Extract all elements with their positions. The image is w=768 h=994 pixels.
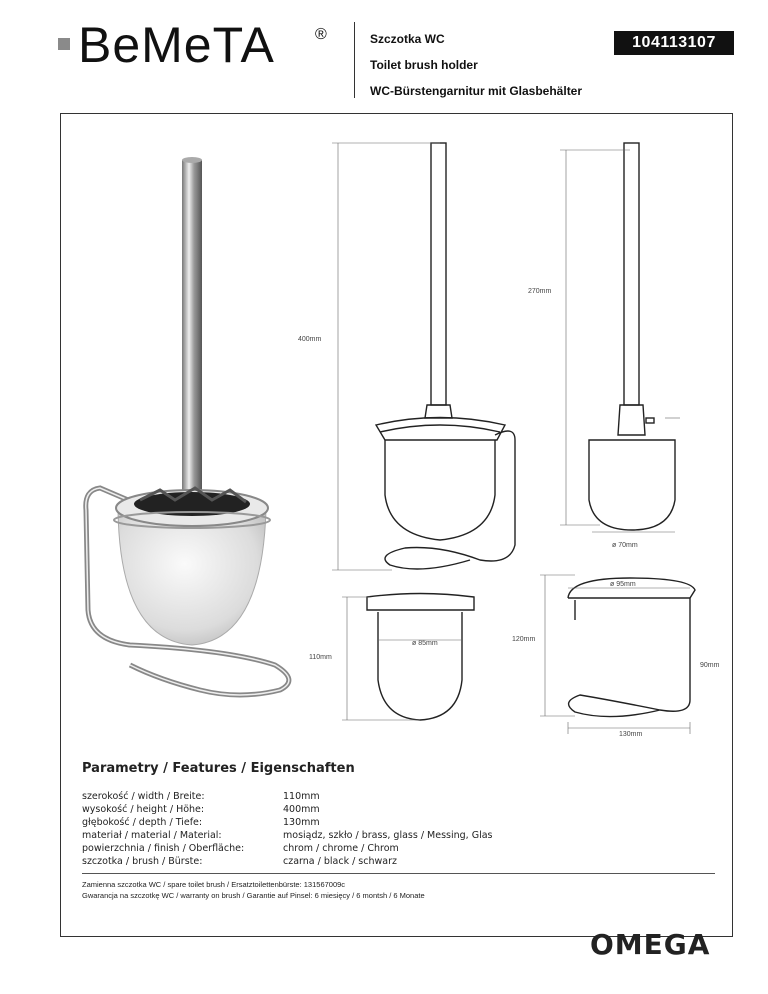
product-photo <box>86 157 289 695</box>
dim-brush-diameter: ø 70mm <box>612 542 638 549</box>
product-code-badge: 104113107 <box>614 31 734 55</box>
feature-value-brush: czarna / black / schwarz <box>283 856 397 867</box>
feature-value-depth: 130mm <box>283 817 320 828</box>
feature-label-material: materiał / material / Material: <box>82 830 222 841</box>
title-pl: Szczotka WC <box>370 32 445 46</box>
dim-handle-length: 270mm <box>528 288 552 295</box>
feature-label-width: szerokość / width / Breite: <box>82 791 205 802</box>
feature-value-finish: chrom / chrome / Chrom <box>283 843 399 854</box>
feature-label-depth: głębokość / depth / Tiefe: <box>82 817 203 828</box>
feature-label-height: wysokość / height / Höhe: <box>82 804 205 815</box>
feature-label-finish: powierzchnia / finish / Oberfläche: <box>82 843 245 854</box>
feature-value-material: mosiądz, szkło / brass, glass / Messing, Glas <box>283 830 493 841</box>
warranty-note: Gwarancja na szczotkę WC / warranty on brush / Garantie auf Pinsel: 6 miesięcy / 6 montsh / 6 Monate <box>82 891 425 900</box>
dim-ring-depth: 90mm <box>700 662 720 669</box>
spare-brush-note: Zamienna szczotka WC / spare toilet brush / Ersatztoilettenbürste: 131567009c <box>82 880 346 889</box>
feature-value-height: 400mm <box>283 804 320 815</box>
series-name: OMEGA <box>590 928 711 961</box>
dim-holder-height: 120mm <box>512 636 536 643</box>
brand-logo: BeMeTA <box>78 17 275 73</box>
dim-glass-diameter: ø 85mm <box>412 640 438 647</box>
registered-mark: ® <box>315 26 327 43</box>
title-de: WC-Bürstengarnitur mit Glasbehälter <box>370 84 583 98</box>
title-en: Toilet brush holder <box>370 58 478 72</box>
features-title: Parametry / Features / Eigenschaften <box>82 761 355 776</box>
dim-depth: 130mm <box>619 731 643 738</box>
dim-ring-diameter: ø 95mm <box>610 581 636 588</box>
dim-glass-height: 110mm <box>309 654 332 661</box>
footer-divider <box>82 873 715 874</box>
dim-total-height: 400mm <box>298 336 322 343</box>
feature-value-width: 110mm <box>283 791 320 802</box>
feature-label-brush: szczotka / brush / Bürste: <box>82 856 203 867</box>
